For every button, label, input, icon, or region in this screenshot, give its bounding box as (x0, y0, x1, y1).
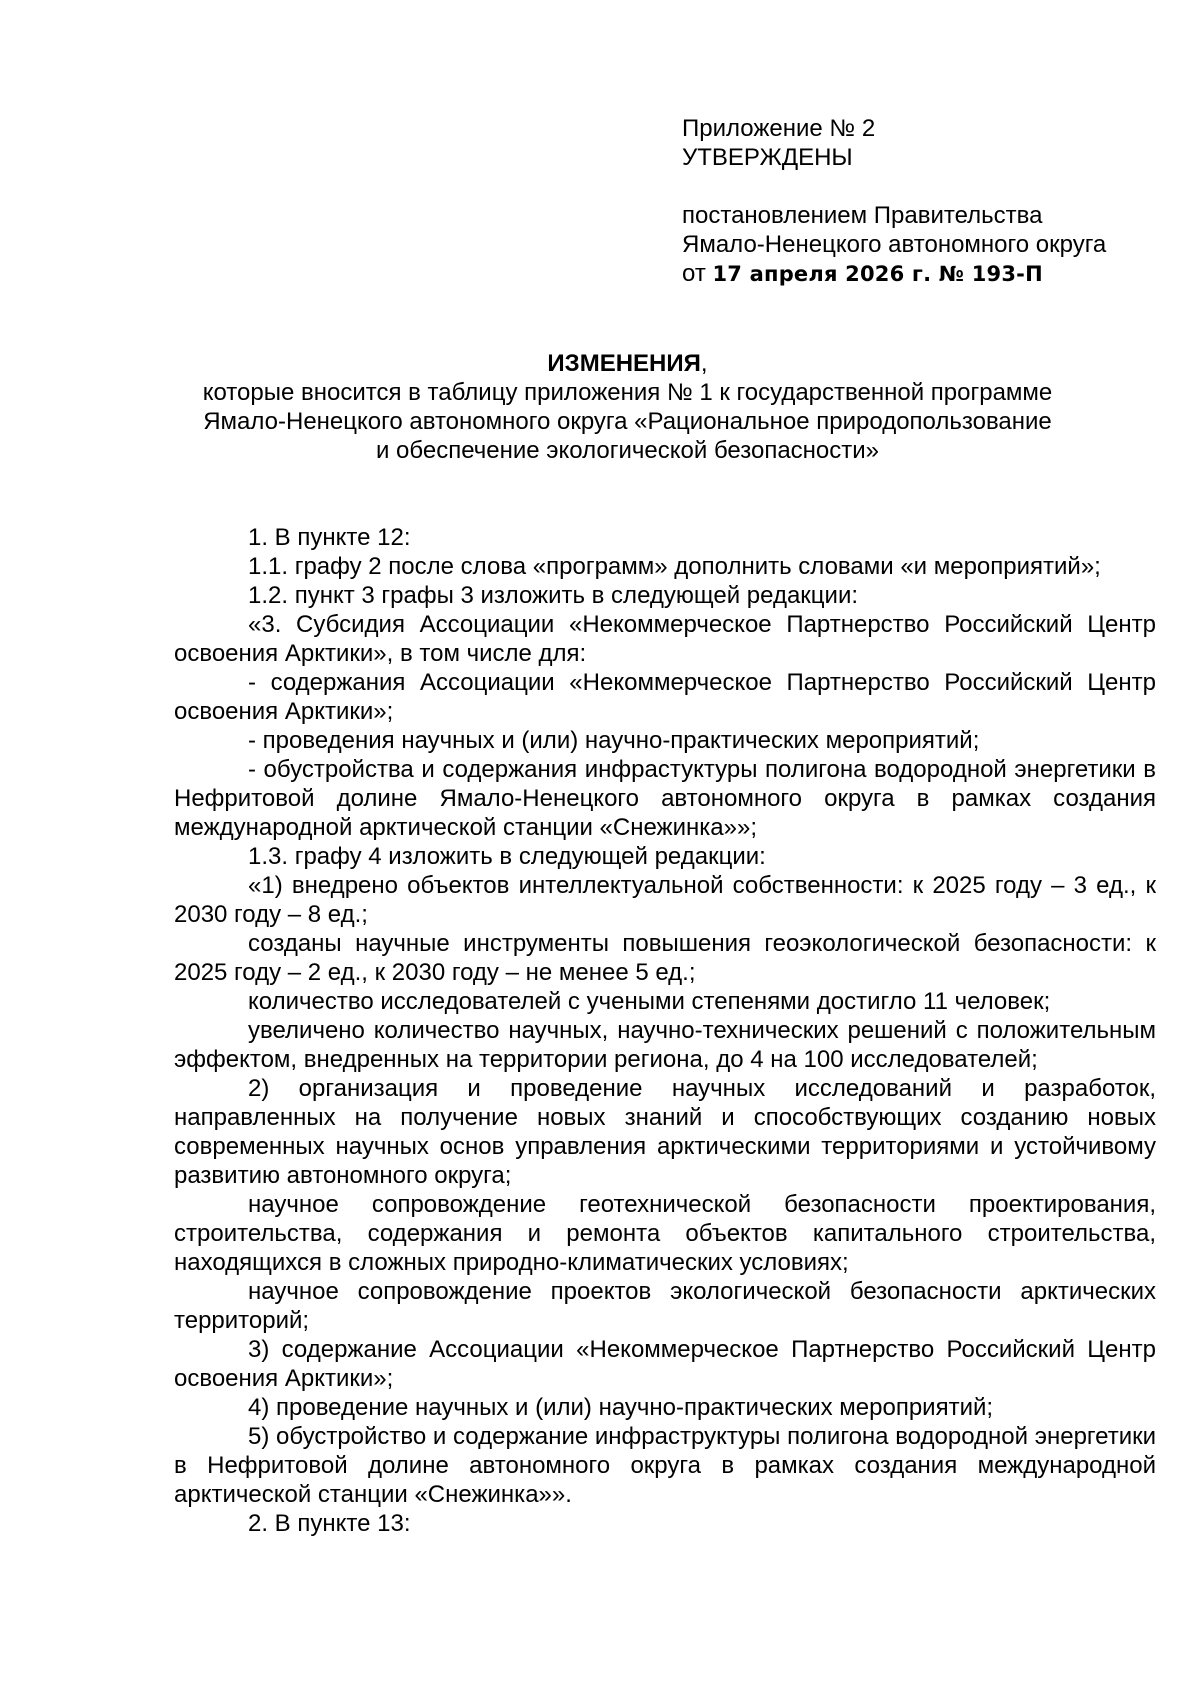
paragraph-1: 1. В пункте 12: (248, 524, 411, 551)
paragraph-result-1b: созданы научные инструменты повышения геоэкологической безопасности: к 2025 году – 2 ед., к 2030 году – не менее 5 ед.; (174, 930, 1156, 986)
paragraph-subsidy-item-3: - обустройства и содержания инфрастуктуры полигона водородной энергетики в Нефритовой долине Ямало-Ненецкого автономного округа в рамках создания международной арктической станции «Снежинка»»; (174, 756, 1156, 841)
paragraph-result-4: 4) проведение научных и (или) научно-практических мероприятий; (248, 1394, 994, 1421)
approval-block (682, 114, 1162, 289)
paragraph-result-2c: научное сопровождение проектов экологической безопасности арктических территорий; (174, 1278, 1156, 1334)
paragraph-result-2: 2) организация и проведение научных исследований и разработок, направленных на получение новых знаний и способствующих созданию новых современных научных основ управления арктическими территориями и устойчивому развитию автономного округа; (174, 1075, 1156, 1189)
approval-date-value: 17 апреля 2026 г. № 193-П (712, 262, 1043, 286)
approval-date-line (682, 259, 1162, 289)
paragraph-2: 2. В пункте 13: (248, 1510, 411, 1537)
approval-date-prefix: от (682, 260, 713, 287)
paragraph-1-2: 1.2. пункт 3 графы 3 изложить в следующей редакции: (248, 582, 859, 609)
paragraph-result-3: 3) содержание Ассоциации «Некоммерческое Партнерство Российский Центр освоения Арктики»; (174, 1336, 1156, 1392)
paragraph-result-1c: количество исследователей с учеными степенями достигло 11 человек; (248, 988, 1051, 1015)
heading-title-suffix: , (700, 350, 708, 377)
heading-title-line (160, 349, 1095, 378)
document-heading (160, 349, 1095, 465)
heading-subtitle-line2: Ямало-Ненецкого автономного округа «Рациональное природопользование (203, 408, 1052, 435)
approval-authority-line2: Ямало-Ненецкого автономного округа (682, 231, 1107, 258)
paragraph-1-1: 1.1. графу 2 после слова «программ» дополнить словами «и мероприятий»; (248, 553, 1101, 580)
heading-subtitle-line3: и обеспечение экологической безопасности» (375, 437, 880, 464)
paragraph-subsidy-item-2: - проведения научных и (или) научно-практических мероприятий; (248, 727, 980, 754)
appendix-number: Приложение № 2 (682, 115, 876, 142)
approved-label: УТВЕРЖДЕНЫ (682, 144, 853, 171)
paragraph-subsidy-item-1: - содержания Ассоциации «Некоммерческое Партнерство Российский Центр освоения Арктики»; (174, 669, 1156, 725)
approval-authority-line1: постановлением Правительства (682, 202, 1043, 229)
paragraph-subsidy: «3. Субсидия Ассоциации «Некоммерческое Партнерство Российский Центр освоения Арктики», в том числе для: (174, 611, 1156, 667)
heading-subtitle-line1: которые вносится в таблицу приложения № 1 к государственной программе (202, 379, 1053, 406)
paragraph-1-3: 1.3. графу 4 изложить в следующей редакции: (248, 843, 766, 870)
paragraph-result-1: «1) внедрено объектов интеллектуальной собственности: к 2025 году – 3 ед., к 2030 году – 8 ед.; (174, 872, 1156, 928)
document-body (174, 523, 1156, 1538)
heading-title: ИЗМЕНЕНИЯ (547, 350, 701, 377)
paragraph-result-2b: научное сопровождение геотехнической безопасности проектирования, строительства, содержания и ремонта объектов капитального строительства, находящихся в сложных природно-климатических условиях; (174, 1191, 1156, 1276)
approval-spacer (682, 172, 1162, 201)
paragraph-result-5: 5) обустройство и содержание инфраструктуры полигона водородной энергетики в Нефритовой долине автономного округа в рамках создания международной арктической станции «Снежинка»». (174, 1423, 1156, 1508)
paragraph-result-1d: увеличено количество научных, научно-технических решений с положительным эффектом, внедренных на территории региона, до 4 на 100 исследователей; (174, 1017, 1156, 1073)
